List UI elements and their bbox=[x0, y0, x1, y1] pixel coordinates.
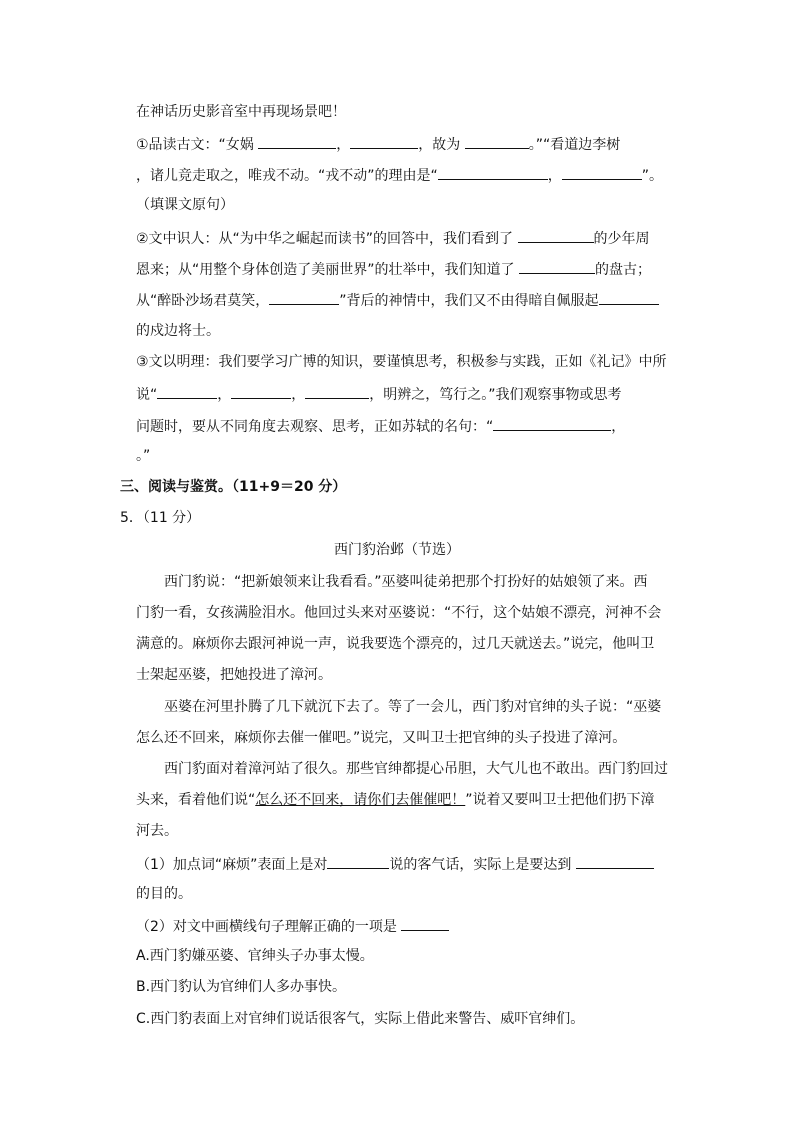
p1-line-4: 士架起巫婆，把她投进了漳河。 bbox=[136, 667, 332, 683]
q2-line-2 bbox=[136, 258, 651, 280]
q2-text-e: 从“醉卧沙场君莫笑， bbox=[136, 293, 270, 309]
q3-line-3 bbox=[136, 415, 625, 437]
q1-line-2 bbox=[136, 164, 663, 186]
q3-blank-1[interactable] bbox=[157, 383, 217, 399]
q3-line-2 bbox=[136, 383, 622, 405]
option-b[interactable]: B.西门豹认为官绅们人多办事快。 bbox=[136, 979, 347, 995]
sub2-stem bbox=[136, 915, 449, 937]
q2-text-c: 恩来；从“用整个身体创造了美丽世界”的壮举中，我们知道了 bbox=[136, 262, 519, 278]
p2-line-1: 巫婆在河里扑腾了几下就沉下去了。等了一会儿，西门豹对官绅的头子说：“巫婆 bbox=[164, 699, 662, 715]
q3-text-g: ， bbox=[611, 419, 626, 435]
underlined-sentence: 怎么还不回来，请你们去催催吧！ bbox=[255, 792, 466, 808]
sub1-line-2: 的目的。 bbox=[136, 886, 192, 902]
p3-line-2 bbox=[136, 790, 655, 810]
section-3-heading: 三、阅读与鉴赏。（11+9＝20 分） bbox=[120, 479, 347, 495]
q3-blank-4[interactable] bbox=[493, 415, 611, 431]
sub1-line-1 bbox=[136, 853, 654, 875]
sub1-blank-2[interactable] bbox=[576, 853, 654, 869]
q3-text-c: ， bbox=[217, 387, 232, 403]
q1-blank-4[interactable] bbox=[438, 164, 548, 180]
p2-line-2: 怎么还不回来，麻烦你去催一催吧。”说完，又叫卫士把官绅的头子投进了漳河。 bbox=[136, 730, 627, 746]
q1-text-f: ， bbox=[547, 168, 562, 184]
q1-line-1 bbox=[136, 133, 620, 155]
q1-blank-1[interactable] bbox=[258, 133, 336, 149]
q2-text-f: ”背后的神情中，我们又不由得暗自佩服起 bbox=[339, 293, 599, 309]
sub2-blank[interactable] bbox=[401, 915, 449, 931]
q1-blank-2[interactable] bbox=[350, 133, 418, 149]
q2-text-b: 的少年周 bbox=[593, 231, 650, 247]
q1-text-c: ，故为 bbox=[418, 137, 465, 153]
p1-line-1: 西门豹说：“把新娘领来让我看看。”巫婆叫徒弟把那个打扮好的姑娘领了来。西 bbox=[164, 574, 648, 590]
q2-blank-4[interactable] bbox=[599, 289, 659, 305]
q3-line-4: 。” bbox=[136, 448, 151, 464]
q3-text-f: 问题时，要从不同角度去观察、思考，正如苏轼的名句：“ bbox=[136, 419, 494, 435]
p1-line-3: 满意的。麻烦你去跟河神说一声，说我要选个漂亮的，过几天就送去。”说完，他叫卫 bbox=[136, 636, 655, 652]
q2-line-4: 的戍边将士。 bbox=[136, 323, 220, 339]
sub1-blank-1[interactable] bbox=[327, 853, 389, 869]
q3-blank-3[interactable] bbox=[305, 383, 369, 399]
sub1-text-a: （1）加点词“麻烦”表面上是对 bbox=[136, 857, 328, 873]
q1-text-d: 。”“看道边李树 bbox=[528, 137, 621, 153]
q1-text-a: ①品读古文：“女娲 bbox=[136, 137, 259, 153]
p3-line-3: 河去。 bbox=[136, 823, 178, 839]
question-5-number: 5．（11 分） bbox=[120, 510, 201, 526]
q1-line-3: （填课文原句） bbox=[136, 197, 234, 213]
q2-line-3 bbox=[136, 289, 659, 311]
p1-line-2: 门豹一看，女孩满脸泪水。他回过头来对巫婆说：“不行，这个姑娘不漂亮，河神不会 bbox=[136, 605, 662, 621]
sub2-stem-text: （2）对文中画横线句子理解正确的一项是 bbox=[136, 919, 402, 935]
q1-text-b: ， bbox=[336, 137, 351, 153]
q2-blank-2[interactable] bbox=[519, 258, 595, 274]
p3-line-1: 西门豹面对着漳河站了很久。那些官绅都提心吊胆，大气儿也不敢出。西门豹回过 bbox=[164, 761, 668, 777]
option-a[interactable]: A.西门豹嫌巫婆、官绅头子办事太慢。 bbox=[136, 948, 374, 964]
q2-blank-3[interactable] bbox=[269, 289, 339, 305]
q3-line-1: ③文以明理：我们要学习广博的知识，要谨慎思考，积极参与实践，正如《礼记》中所 bbox=[136, 354, 667, 370]
q1-text-e: ，诸儿竞走取之，唯戎不动。“戎不动”的理由是“ bbox=[136, 168, 438, 184]
q2-line-1 bbox=[136, 227, 650, 249]
q1-text-g: ”。 bbox=[641, 168, 664, 184]
p3-text-b: ”说着又要叫卫士把他们扔下漳 bbox=[465, 792, 655, 808]
intro-line: 在神话历史影音室中再现场景吧！ bbox=[136, 104, 346, 120]
q3-text-b: 说“ bbox=[136, 387, 158, 403]
passage-title: 西门豹治邺（节选） bbox=[334, 542, 460, 558]
q3-blank-2[interactable] bbox=[231, 383, 291, 399]
q1-blank-5[interactable] bbox=[562, 164, 642, 180]
p3-text-a: 头来，看着他们说“ bbox=[136, 792, 256, 808]
q1-blank-3[interactable] bbox=[465, 133, 529, 149]
sub1-text-b: 说的客气话，实际上是要达到 bbox=[389, 857, 576, 873]
q2-text-d: 的盘古； bbox=[594, 262, 651, 278]
q2-blank-1[interactable] bbox=[518, 227, 594, 243]
q3-text-e: ，明辨之，笃行之。”我们观察事物或思考 bbox=[369, 387, 622, 403]
q2-text-a: ②文中识人：从“为中华之崛起而读书”的回答中，我们看到了 bbox=[136, 231, 518, 247]
q3-text-d: ， bbox=[291, 387, 306, 403]
option-c[interactable]: C.西门豹表面上对官绅们说话很客气，实际上借此来警告、威吓官绅们。 bbox=[136, 1011, 585, 1027]
